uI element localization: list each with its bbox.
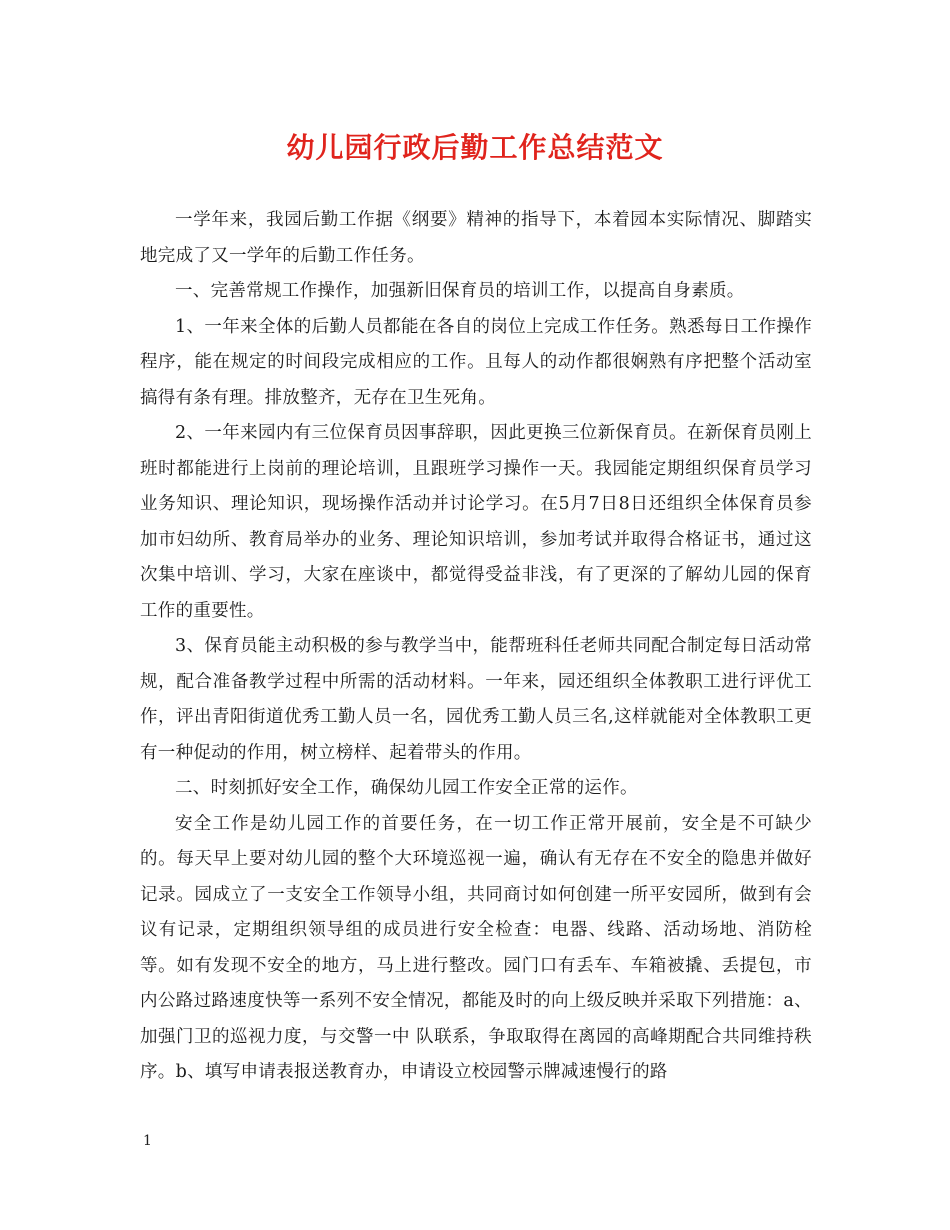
safety-paragraph: 安全工作是幼儿园工作的首要任务，在一切工作正常开展前，安全是不可缺少的。每天早上要对幼儿园的整个大环境巡视一遍，确认有无存在不安全的隐患并做好记录。园成立了一支安全工作领导小组，共同商讨如何创建一所平安园所，做到有会议有记录，定期组织领导组的成员进行安全检查：电器、线路、活动场地、消防栓等。如有发现不安全的地方，马上进行整改。园门口有丢车、车箱被撬、丢提包，市内公路过路速度快等一系列不安全情况，都能及时的向上级反映并采取下列措施：a、加强门卫的巡视力度，与交警一中 队联系，争取取得在离园的高峰期配合共同维持秩序。b、填写申请表报送教育办，申请设立校园警示牌减速慢行的路: [140, 813, 812, 1082]
intro-paragraph: 一学年来，我园后勤工作据《纲要》精神的指导下，本着园本实际情况、脚踏实地完成了又一学年的后勤工作任务。: [140, 210, 812, 266]
document-body: [140, 203, 812, 1091]
section-heading-1: 一、完善常规工作操作，加强新旧保育员的培训工作，以提高自身素质。: [175, 281, 745, 301]
paragraph-item-3: 3、保育员能主动积极的参与教学当中，能帮班科任老师共同配合制定每日活动常规，配合准备教学过程中所需的活动材料。一年来，园还组织全体教职工进行评优工作，评出青阳街道优秀工勤人员一名，园优秀工勤人员三名,这样就能对全体教职工更有一种促动的作用，树立榜样、起着带头的作用。: [140, 636, 812, 763]
document-title: 幼儿园行政后勤工作总结范文: [286, 131, 664, 164]
section-heading-2: 二、时刻抓好安全工作，确保幼儿园工作安全正常的运作。: [175, 778, 638, 798]
paragraph-item-1: 1、一年来全体的后勤人员都能在各自的岗位上完成工作任务。熟悉每日工作操作程序，能在规定的时间段完成相应的工作。且每人的动作都很娴熟有序把整个活动室搞得有条有理。排放整齐，无存在卫生死角。: [140, 316, 812, 408]
paragraph-item-2: 2、一年来园内有三位保育员因事辞职，因此更换三位新保育员。在新保育员刚上班时都能进行上岗前的理论培训，且跟班学习操作一天。我园能定期组织保育员学习业务知识、理论知识，现场操作活动并讨论学习。在5月7日8日还组织全体保育员参加市妇幼所、教育局举办的业务、理论知识培训，参加考试并取得合格证书，通过这次集中培训、学习，大家在座谈中，都觉得受益非浅，有了更深的了解幼儿园的保育工作的重要性。: [140, 423, 812, 621]
page-number: 1: [143, 1133, 152, 1149]
